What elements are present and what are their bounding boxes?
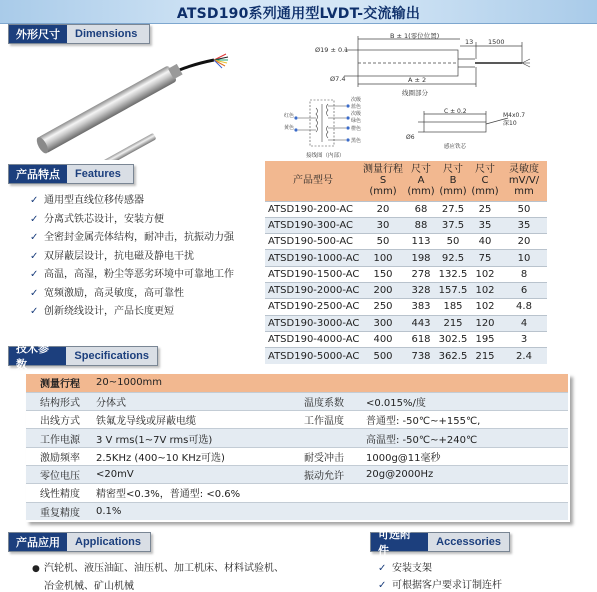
feature-item: ✓ 分离式铁芯设计，安装方便 [30, 211, 270, 230]
dim-dia6-label: Ø6 [406, 134, 415, 141]
feature-item: ✓ 全密封金属壳体结构，耐冲击，抗振动力强 [30, 229, 270, 248]
section-header-applications [8, 532, 151, 552]
checkmark-icon: ✓ [30, 287, 39, 299]
spec-row: 工作电源 3 V rms(1~7V rms可选) 高温型: -50℃~+240℃ [26, 429, 568, 447]
dim-13-label: 13 [465, 38, 474, 46]
model-table [265, 161, 547, 364]
section-header-en: Accessories [436, 536, 501, 548]
section-header-cn: 可选附件 [371, 533, 428, 551]
wiring-diagram [284, 96, 370, 160]
table-row: ATSD190-1500-AC 150 278 132.5 102 8 [265, 266, 547, 282]
applications-text [32, 560, 284, 592]
applications-line-2: 冶金机械、矿山机械 [44, 581, 134, 592]
dim-a-label: A ± 2 [408, 76, 427, 84]
dim-1500-label: 1500 [488, 38, 505, 46]
spec-row: 线性精度 精密型<0.3%，普通型: <0.6% [26, 484, 568, 502]
table-row: ATSD190-2500-AC 250 383 185 102 4.8 [265, 299, 547, 315]
col-header-b: 尺寸 B (mm) [437, 161, 469, 201]
dim-c-label: C ± 0.2 [444, 108, 467, 115]
feature-list [30, 192, 270, 322]
section-header-cn: 技术参数 [9, 347, 66, 365]
dim-b-label: B ± 1(零位位置) [390, 32, 440, 40]
feature-item: ✓ 双屏蔽层设计，抗电磁及静电干扰 [30, 248, 270, 267]
section-header-cn: 外形尺寸 [9, 25, 67, 43]
col-header-stroke: 测量行程 S (mm) [361, 161, 405, 201]
dim-dia19-label: Ø19 ± 0.1 [315, 46, 349, 54]
accessory-item: ✓ 安装支架 [378, 560, 502, 577]
wire-label-secondary-2: 次级 [351, 111, 362, 117]
wire-label-red: 红色 [284, 113, 295, 119]
section-header-cn: 产品应用 [9, 533, 67, 551]
table-row: ATSD190-200-AC 20 68 27.5 25 50 [265, 201, 547, 217]
col-header-sensitivity: 灵敏度 mV/V/ mm [501, 161, 547, 201]
core-drawing [400, 108, 535, 158]
checkmark-icon: ✓ [378, 563, 387, 574]
feature-item: ✓ 创新绕线设计，产品长度更短 [30, 303, 270, 322]
checkmark-icon: ✓ [30, 306, 39, 317]
checkmark-icon: ✓ [30, 269, 39, 280]
wire-label-secondary-1: 次级 [351, 97, 362, 103]
spec-label: 测量行程 [26, 374, 90, 392]
checkmark-icon: ✓ [30, 250, 39, 262]
spec-row: 结构形式 分体式 温度系数 <0.015%/度 [26, 392, 568, 410]
dim-depth-label: 深10 [503, 120, 517, 127]
accessories-list [378, 560, 502, 592]
spec-value: 20~1000mm [90, 374, 568, 392]
model-table-header [265, 161, 547, 201]
checkmark-icon: ✓ [30, 232, 39, 243]
drawing-caption-core: 感应铁芯 [444, 144, 467, 150]
wire-label-blue: 蓝色 [351, 104, 362, 110]
section-header-dimensions [8, 24, 150, 44]
dim-thread-label: M4x0.7 [503, 112, 526, 119]
product-photo [14, 48, 264, 160]
table-row: ATSD190-4000-AC 400 618 302.5 195 3 [265, 331, 547, 347]
drawing-caption-coil: 线圈部分 [402, 89, 428, 97]
table-row: ATSD190-2000-AC 200 328 157.5 102 6 [265, 282, 547, 298]
spec-row: 激励频率 2.5KHz (400~10 KHz可选) 耐受冲击 1000g@11毫秒 [26, 447, 568, 465]
table-row: ATSD190-300-AC 30 88 37.5 35 35 [265, 217, 547, 233]
spec-table [26, 374, 568, 520]
title-banner [0, 0, 597, 24]
section-header-features [8, 164, 134, 184]
section-header-en: Specifications [74, 350, 149, 362]
section-header-accessories [370, 528, 510, 557]
section-header-en: Applications [75, 536, 142, 548]
wire-label-yellow: 黄色 [284, 125, 295, 131]
dim-dia74-label: Ø7.4 [330, 75, 346, 83]
spec-row: 出线方式 铁氟龙导线或屏蔽电缆 工作温度 普通型: -50℃~+155℃, [26, 411, 568, 429]
section-header-en: Features [75, 168, 121, 180]
col-header-model: 产品型号 [265, 161, 361, 201]
feature-item: ✓ 宽频激励，高灵敏度，高可靠性 [30, 285, 270, 304]
page-title: ATSD190系列通用型LVDT-交流输出 [176, 6, 421, 22]
checkmark-icon: ✓ [30, 213, 39, 225]
wire-label-orange: 橙色 [351, 126, 362, 132]
feature-item: ✓ 通用型直线位移传感器 [30, 192, 270, 211]
wire-label-green: 绿色 [351, 118, 362, 124]
table-row: ATSD190-500-AC 50 113 50 40 20 [265, 234, 547, 250]
applications-line-1: 汽轮机、液压油缸、油压机、加工机床、材料试验机、 [44, 563, 284, 574]
table-row: ATSD190-1000-AC 100 198 92.5 75 10 [265, 250, 547, 266]
checkmark-icon: ✓ [378, 580, 387, 591]
table-row: ATSD190-5000-AC 500 738 362.5 215 2.4 [265, 348, 547, 364]
bullet-icon: ● [32, 564, 40, 574]
section-header-specs [8, 342, 158, 371]
table-row: ATSD190-3000-AC 300 443 215 120 4 [265, 315, 547, 331]
section-header-cn: 产品特点 [9, 165, 67, 183]
spec-row [26, 374, 568, 392]
spec-row: 零位电压 <20mV 振动允许 20g@2000Hz [26, 465, 568, 483]
section-header-en: Dimensions [75, 28, 138, 40]
col-header-c: 尺寸 C (mm) [469, 161, 501, 201]
col-header-a: 尺寸 A (mm) [405, 161, 437, 201]
checkmark-icon: ✓ [30, 195, 39, 206]
drawing-caption-wiring: 接线图（内部） [306, 153, 345, 159]
feature-item: ✓ 高温，高湿，粉尘等恶劣环境中可靠地工作 [30, 266, 270, 285]
accessory-item: ✓ 可根据客户要求订制连杆 [378, 577, 502, 592]
wire-label-black: 黑色 [351, 138, 362, 144]
spec-row: 重复精度 0.1% [26, 502, 568, 520]
dimension-drawing-main [300, 32, 535, 100]
